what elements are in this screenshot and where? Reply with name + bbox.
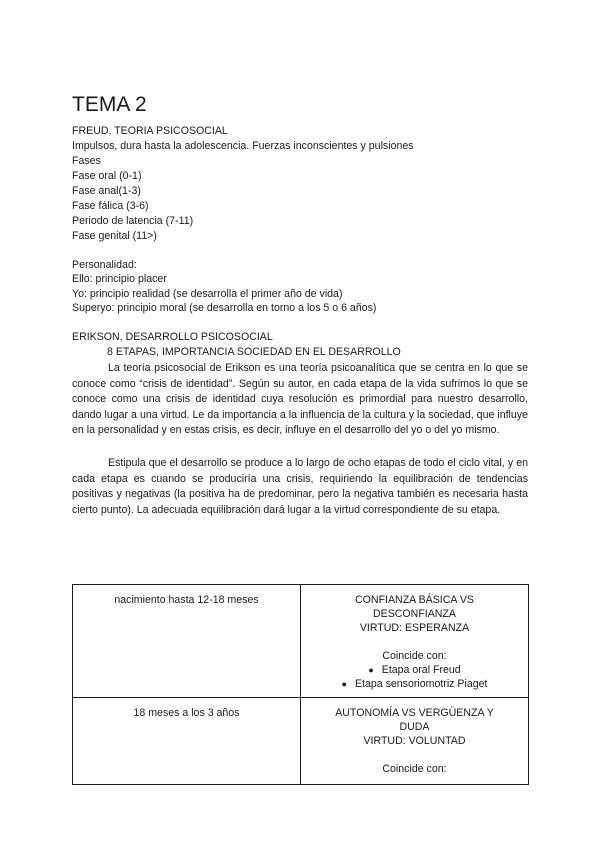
stage-crisis-line: DUDA [399, 721, 430, 733]
personalidad-item: Ello: principio placer [72, 273, 167, 285]
erikson-stages-table [72, 584, 529, 785]
personalidad-item: Superyo: principio moral (se desarrolla en torno a los 5 o 6 años) [72, 302, 377, 314]
stage-virtue: VIRTUD: VOLUNTAD [363, 735, 466, 747]
coincide-label: Coincide con: [382, 650, 447, 662]
stage-crisis-line: CONFIANZA BÁSICA VS [355, 594, 474, 606]
list-item [311, 677, 518, 691]
spacer [311, 635, 518, 649]
stage-age-cell [73, 698, 301, 785]
bullet-icon: ● [341, 679, 347, 689]
page-title: TEMA 2 [72, 93, 147, 116]
fase-item: Fase anal(1-3) [72, 185, 141, 197]
fases-label: Fases [72, 155, 101, 167]
stage-age: 18 meses a los 3 años [133, 707, 240, 719]
stage-crisis-line: DESCONFIANZA [373, 608, 456, 620]
table-row [73, 698, 529, 785]
fase-item: Periodo de latencia (7-11) [72, 215, 194, 227]
freud-heading: FREUD, TEORIA PSICOSOCIAL [72, 125, 228, 137]
fase-item: Fase fálica (3-6) [72, 200, 149, 212]
erikson-paragraph-1: La teoría psicosocial de Erikson es una teoría psicoanalítica que se centra en lo que se conoce como “crisis de identidad”. Según su autor, en cada etapa de la vida sufrimos lo que se conoce como una crisis de identidad cuya resolución es primordial para nuestro desarrollo, dando lugar a una virtud. Le da importancia a la influencia de la cultura y la sociedad, que influye en la personalidad y en estas crisis, es decir, influye en el desarrollo del yo o del yo mismo. [72, 362, 528, 437]
spacer [311, 748, 518, 762]
coincide-item: Etapa sensoriomotriz Piaget [354, 678, 488, 690]
personalidad-item: Yo: principio realidad (se desarrolla el primer año de vida) [72, 288, 343, 300]
bullet-icon: ● [368, 665, 374, 675]
erikson-paragraph-2: Estipula que el desarrollo se produce a lo largo de ocho etapas de todo el ciclo vital, y en cada etapa es cuando se produciría una crisis, requiriendo la equilibración de tendencias positivas y negativas (la positiva ha de predominar, pero la negativa también es necesaria hasta cierto punto). La adecuada equilibración dará lugar a la virtud correspondiente de su etapa. [72, 457, 528, 516]
table-row [73, 585, 529, 698]
coincide-item: Etapa oral Freud [381, 664, 461, 676]
personalidad-label: Personalidad: [72, 259, 137, 271]
stage-virtue: VIRTUD: ESPERANZA [359, 622, 470, 634]
stage-crisis-cell [301, 698, 529, 785]
fase-item: Fase oral (0-1) [72, 170, 142, 182]
stage-age: nacimiento hasta 12-18 meses [114, 594, 259, 606]
fase-item: Fase genital (11>) [72, 230, 157, 242]
stage-crisis-line: AUTONOMÍA VS VERGÜENZA Y [335, 707, 494, 719]
stage-crisis-cell [301, 585, 529, 698]
coincide-label: Coincide con: [382, 763, 447, 775]
erikson-subheading: 8 ETAPAS, IMPORTANCIA SOCIEDAD EN EL DESARROLLO [107, 346, 401, 358]
list-item [311, 663, 518, 677]
coincide-list [311, 663, 518, 691]
stage-age-cell [73, 585, 301, 698]
erikson-heading: ERIKSON, DESARROLLO PSICOSOCIAL [72, 331, 273, 343]
freud-intro: Impulsos, dura hasta la adolescencia. Fuerzas inconscientes y pulsiones [72, 140, 414, 152]
